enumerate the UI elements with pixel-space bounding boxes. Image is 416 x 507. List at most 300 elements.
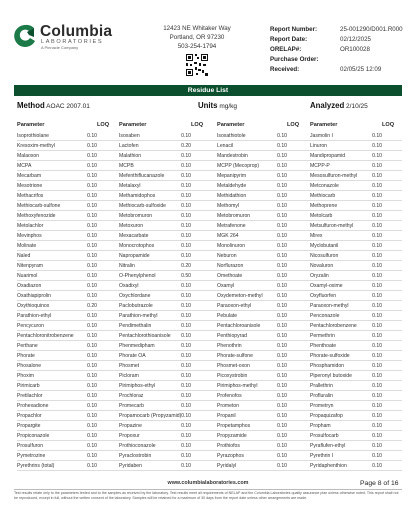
parameter-name: Pyrethrins (total) bbox=[17, 463, 55, 469]
loq-value: 0.10 bbox=[181, 283, 191, 289]
parameter-name: Metrafenone bbox=[217, 223, 246, 229]
parameter-name: Oryzalin bbox=[310, 273, 329, 279]
units-label: Units bbox=[198, 101, 218, 110]
loq-value: 0.10 bbox=[87, 223, 97, 229]
method-line bbox=[17, 100, 402, 112]
parameter-name: Pyraflufen-ethyl bbox=[310, 443, 346, 449]
loq-value: 0.10 bbox=[372, 263, 382, 269]
orelap-number: OR100028 bbox=[340, 46, 370, 53]
analyzed-label: Analyzed bbox=[310, 101, 345, 110]
loq-value: 0.10 bbox=[87, 173, 97, 179]
table-row bbox=[17, 251, 402, 261]
footer-disclaimer: Test results relate only to the parameters tested and to the samples as received by the laboratory. Test results meet all requirements of NELAP and the Columbia Laboratories quality assurance plan unless otherwise noted. This report shall not be reproduced, except in full, without the written consent of the laboratory. Samples will be retained for a maximum of 30 days from the report date unless other arrangements are made. bbox=[14, 491, 399, 500]
parameter-name: Pendimethalin bbox=[119, 323, 152, 329]
table-row bbox=[17, 381, 402, 391]
loq-value: 0.10 bbox=[181, 233, 191, 239]
parameter-name: Mevinphos bbox=[17, 233, 42, 239]
loq-value: 0.10 bbox=[372, 153, 382, 159]
loq-value: 0.20 bbox=[87, 303, 97, 309]
loq-value: 0.10 bbox=[87, 253, 97, 259]
loq-value: 0.10 bbox=[372, 443, 382, 449]
orelap-label: ORELAP#: bbox=[270, 46, 302, 53]
parameter-name: Paraoxon-ethyl bbox=[217, 303, 252, 309]
loq-value: 0.10 bbox=[277, 353, 287, 359]
loq-value: 0.10 bbox=[87, 233, 97, 239]
parameter-name: Norflurazon bbox=[217, 263, 244, 269]
loq-value: 0.10 bbox=[181, 433, 191, 439]
loq-value: 0.10 bbox=[277, 363, 287, 369]
loq-value: 0.20 bbox=[181, 263, 191, 269]
parameter-name: Isoxathiotole bbox=[217, 133, 246, 139]
loq-value: 0.10 bbox=[87, 323, 97, 329]
table-row bbox=[17, 371, 402, 381]
report-date-label: Report Date: bbox=[270, 36, 308, 43]
loq-value: 0.10 bbox=[372, 333, 382, 339]
parameter-name: MCPP (Mecoprop) bbox=[217, 163, 260, 169]
footer-divider bbox=[14, 489, 402, 490]
report-number: 25-001290/D001.R000 bbox=[340, 26, 403, 33]
loq-value: 0.10 bbox=[372, 413, 382, 419]
received-label: Received: bbox=[270, 66, 300, 73]
table-row bbox=[17, 191, 402, 201]
loq-value: 0.10 bbox=[372, 383, 382, 389]
parameter-name: Propetamphos bbox=[217, 423, 251, 429]
column-header-loq: LOQ bbox=[97, 122, 110, 128]
loq-value: 0.10 bbox=[181, 343, 191, 349]
loq-value: 0.10 bbox=[372, 173, 382, 179]
parameter-name: Prohexadione bbox=[17, 403, 49, 409]
parameter-name: Propachlor bbox=[17, 413, 42, 419]
table-row bbox=[17, 321, 402, 331]
loq-value: 0.10 bbox=[277, 133, 287, 139]
parameter-name: Methiocarb-sulfoxide bbox=[119, 203, 166, 209]
loq-value: 0.10 bbox=[372, 343, 382, 349]
parameter-name: Picoxystrobin bbox=[217, 373, 248, 379]
page-number: Page 8 of 16 bbox=[360, 480, 399, 487]
loq-value: 0.10 bbox=[277, 153, 287, 159]
address-line-2: Portland, OR 97230 bbox=[169, 34, 225, 41]
parameter-name: Linuron bbox=[310, 143, 327, 149]
parameter-name: Phorate OA bbox=[119, 353, 146, 359]
company-parent: A Pinnacle Company bbox=[41, 45, 79, 50]
loq-value: 0.10 bbox=[372, 203, 382, 209]
loq-value: 0.10 bbox=[372, 243, 382, 249]
parameter-name: Omethoate bbox=[217, 273, 243, 279]
loq-value: 0.10 bbox=[87, 243, 97, 249]
loq-value: 0.10 bbox=[372, 133, 382, 139]
loq-value: 0.10 bbox=[87, 133, 97, 139]
parameter-name: Pencycuron bbox=[17, 323, 44, 329]
parameter-name: Pentachlorothioanisole bbox=[119, 333, 171, 339]
parameter-name: Mepanipyrim bbox=[217, 173, 247, 179]
loq-value: 0.10 bbox=[277, 143, 287, 149]
loq-value: 0.10 bbox=[372, 193, 382, 199]
parameter-name: Pentachloronitrobenzene bbox=[17, 333, 74, 339]
parameter-name: Propyzamide bbox=[217, 433, 247, 439]
column-header-loq: LOQ bbox=[382, 122, 395, 128]
parameter-name: Profenofos bbox=[217, 393, 242, 399]
loq-value: 0.10 bbox=[181, 393, 191, 399]
table-row bbox=[17, 451, 402, 461]
parameter-name: Metobromuron bbox=[119, 213, 153, 219]
table-row bbox=[17, 351, 402, 361]
table-row bbox=[17, 341, 402, 351]
loq-value: 0.10 bbox=[372, 293, 382, 299]
loq-value: 0.10 bbox=[277, 273, 287, 279]
parameter-name: Propanil bbox=[217, 413, 236, 419]
loq-value: 0.10 bbox=[181, 373, 191, 379]
loq-value: 0.10 bbox=[277, 423, 287, 429]
loq-value: 0.10 bbox=[181, 203, 191, 209]
loq-value: 0.10 bbox=[372, 213, 382, 219]
loq-value: 0.10 bbox=[277, 193, 287, 199]
table-row bbox=[17, 161, 402, 171]
parameter-name: Methidathion bbox=[217, 193, 247, 199]
parameter-name: Pebulate bbox=[217, 313, 238, 319]
parameter-name: Pirimiphos-ethyl bbox=[119, 383, 156, 389]
loq-value: 0.10 bbox=[277, 313, 287, 319]
parameter-name: Phosalone bbox=[17, 363, 42, 369]
loq-value: 0.10 bbox=[372, 463, 382, 469]
table-row bbox=[17, 211, 402, 221]
parameter-name: Methomyl bbox=[217, 203, 240, 209]
phone-number: 503-254-1794 bbox=[177, 43, 217, 50]
loq-value: 0.10 bbox=[87, 423, 97, 429]
table-row bbox=[17, 421, 402, 431]
loq-value: 0.10 bbox=[277, 463, 287, 469]
parameter-name: Oxamyl-oxime bbox=[310, 283, 343, 289]
parameter-name: Penconazole bbox=[310, 313, 340, 319]
parameter-name: Monolinuron bbox=[217, 243, 246, 249]
parameter-name: Metobromuron bbox=[217, 213, 251, 219]
loq-value: 0.10 bbox=[87, 273, 97, 279]
parameter-name: Picloram bbox=[119, 373, 139, 379]
table-row bbox=[17, 221, 402, 231]
table-row bbox=[17, 431, 402, 441]
parameter-name: Piperonyl butoxide bbox=[310, 373, 352, 379]
parameter-name: Monocrotophos bbox=[119, 243, 155, 249]
parameter-name: Pyridalyl bbox=[217, 463, 237, 469]
loq-value: 0.10 bbox=[87, 363, 97, 369]
loq-value: 0.10 bbox=[372, 303, 382, 309]
column-header-parameter: Parameter bbox=[17, 122, 45, 128]
table-row bbox=[17, 261, 402, 271]
loq-value: 0.10 bbox=[87, 313, 97, 319]
loq-value: 0.10 bbox=[277, 233, 287, 239]
parameter-name: Novaluron bbox=[310, 263, 334, 269]
residue-list-banner: Residue List bbox=[14, 85, 402, 96]
parameter-name: Phoxim bbox=[17, 373, 34, 379]
table-row bbox=[17, 301, 402, 311]
parameter-name: Malathion bbox=[119, 153, 142, 159]
parameter-name: Oxadiazon bbox=[17, 283, 42, 289]
loq-value: 0.10 bbox=[372, 253, 382, 259]
table-row bbox=[17, 271, 402, 281]
column-header-parameter: Parameter bbox=[217, 122, 245, 128]
parameter-name: Pirimiphos-methyl bbox=[217, 383, 258, 389]
loq-value: 0.10 bbox=[372, 143, 382, 149]
loq-value: 0.10 bbox=[372, 313, 382, 319]
loq-value: 0.10 bbox=[277, 343, 287, 349]
parameter-name: Permethrin bbox=[310, 333, 335, 339]
parameter-name: Metsulfuron-methyl bbox=[310, 223, 354, 229]
loq-value: 0.10 bbox=[277, 453, 287, 459]
parameter-name: Parathion-methyl bbox=[119, 313, 158, 319]
parameter-name: Phenmedipham bbox=[119, 343, 155, 349]
loq-value: 0.10 bbox=[87, 403, 97, 409]
parameter-name: Propamocarb (Propyzamid) bbox=[119, 413, 182, 419]
parameter-name: MCPA bbox=[17, 163, 32, 169]
parameter-name: Naled bbox=[17, 253, 31, 259]
loq-value: 0.10 bbox=[181, 173, 191, 179]
loq-value: 0.10 bbox=[181, 213, 191, 219]
columbia-logo-icon bbox=[14, 23, 36, 49]
parameter-name: Nicosulfuron bbox=[310, 253, 339, 259]
loq-value: 0.10 bbox=[181, 363, 191, 369]
parameter-name: Molinate bbox=[17, 243, 37, 249]
loq-value: 0.10 bbox=[181, 153, 191, 159]
parameter-name: Pyridaphenthion bbox=[310, 463, 347, 469]
loq-value: 0.10 bbox=[372, 363, 382, 369]
table-header bbox=[17, 121, 402, 130]
parameter-name: Oxathiapiprolin bbox=[17, 293, 51, 299]
loq-value: 0.10 bbox=[277, 203, 287, 209]
loq-value: 0.10 bbox=[372, 283, 382, 289]
parameter-name: Metolachlor bbox=[17, 223, 44, 229]
column-header-parameter: Parameter bbox=[310, 122, 338, 128]
parameter-name: Pretilachlor bbox=[17, 393, 43, 399]
parameter-name: Propaquizafop bbox=[310, 413, 343, 419]
parameter-name: Propiconazole bbox=[17, 433, 50, 439]
parameter-name: Propazine bbox=[119, 423, 142, 429]
table-row bbox=[17, 281, 402, 291]
loq-value: 0.10 bbox=[87, 343, 97, 349]
parameter-name: Metaldehyde bbox=[217, 183, 247, 189]
loq-value: 0.10 bbox=[277, 303, 287, 309]
footer-website[interactable]: www.columbialaboratories.com bbox=[167, 480, 249, 486]
parameter-name: Prosulfuron bbox=[17, 443, 44, 449]
loq-value: 0.10 bbox=[277, 443, 287, 449]
parameter-name: Pentachloroanisole bbox=[217, 323, 261, 329]
parameter-name: Oxadixyl bbox=[119, 283, 139, 289]
loq-value: 0.10 bbox=[277, 293, 287, 299]
parameter-name: Prometon bbox=[217, 403, 240, 409]
loq-value: 0.10 bbox=[87, 463, 97, 469]
method-value: AOAC 2007.01 bbox=[46, 103, 90, 110]
parameter-name: Promecarb bbox=[119, 403, 144, 409]
parameter-name: Paclobutrazole bbox=[119, 303, 153, 309]
loq-value: 0.10 bbox=[181, 243, 191, 249]
loq-value: 0.10 bbox=[372, 323, 382, 329]
parameter-name: Propoxur bbox=[119, 433, 140, 439]
report-date: 02/12/2025 bbox=[340, 36, 371, 43]
parameter-name: Jasmolin I bbox=[310, 133, 333, 139]
loq-value: 0.10 bbox=[87, 203, 97, 209]
parameter-name: Penthiopyrad bbox=[217, 333, 248, 339]
parameter-name: Prochloraz bbox=[119, 393, 144, 399]
parameter-name: Metoxuron bbox=[119, 223, 144, 229]
purchase-order-label: Purchase Order: bbox=[270, 56, 319, 63]
loq-value: 0.10 bbox=[277, 383, 287, 389]
parameter-name: Pirimicarb bbox=[17, 383, 40, 389]
column-header-loq: LOQ bbox=[287, 122, 300, 128]
company-logo bbox=[14, 23, 134, 53]
parameter-name: Prallethrin bbox=[310, 383, 333, 389]
parameter-name: Malaoxon bbox=[17, 153, 40, 159]
parameter-name: Propargite bbox=[17, 423, 41, 429]
loq-value: 0.10 bbox=[277, 333, 287, 339]
parameter-name: Lenacil bbox=[217, 143, 234, 149]
loq-value: 0.10 bbox=[181, 463, 191, 469]
loq-value: 0.10 bbox=[372, 233, 382, 239]
parameter-name: Mandestrobin bbox=[217, 153, 248, 159]
parameter-name: Methamidophos bbox=[119, 193, 156, 199]
loq-value: 0.10 bbox=[87, 373, 97, 379]
parameter-name: Phosphamidon bbox=[310, 363, 344, 369]
parameter-name: Myclobutanil bbox=[310, 243, 339, 249]
table-row bbox=[17, 201, 402, 211]
parameter-name: Pyraclostrobin bbox=[119, 453, 152, 459]
table-row bbox=[17, 131, 402, 141]
parameter-name: Pyrazophos bbox=[217, 453, 244, 459]
parameter-name: Metconazole bbox=[310, 183, 339, 189]
loq-value: 0.10 bbox=[277, 283, 287, 289]
table-row bbox=[17, 151, 402, 161]
parameter-name: Phosmet-oxon bbox=[217, 363, 250, 369]
parameter-name: MCPB bbox=[119, 163, 134, 169]
loq-value: 0.10 bbox=[87, 333, 97, 339]
table-row bbox=[17, 441, 402, 451]
parameter-name: Napropamide bbox=[119, 253, 150, 259]
parameter-name: Pyrethrin I bbox=[310, 453, 334, 459]
parameter-name: Pymetrozine bbox=[17, 453, 46, 459]
table-row bbox=[17, 331, 402, 341]
loq-value: 0.10 bbox=[181, 193, 191, 199]
loq-value: 0.10 bbox=[87, 193, 97, 199]
loq-value: 0.10 bbox=[87, 143, 97, 149]
parameter-name: Propham bbox=[310, 423, 331, 429]
parameter-name: Isoxaben bbox=[119, 133, 140, 139]
loq-value: 0.10 bbox=[181, 183, 191, 189]
parameter-name: Oxyfluorfen bbox=[310, 293, 337, 299]
loq-value: 0.10 bbox=[372, 353, 382, 359]
loq-value: 0.10 bbox=[87, 413, 97, 419]
parameter-name: Profluralin bbox=[310, 393, 333, 399]
loq-value: 0.10 bbox=[181, 133, 191, 139]
parameter-name: Phorate-sulfoxide bbox=[310, 353, 350, 359]
column-header-parameter: Parameter bbox=[119, 122, 147, 128]
parameter-name: MCPP-P bbox=[310, 163, 330, 169]
parameter-name: Prosulfocarb bbox=[310, 433, 339, 439]
method-label: Method bbox=[17, 101, 45, 110]
parameter-name: Methacrifos bbox=[17, 193, 44, 199]
loq-value: 0.10 bbox=[87, 283, 97, 289]
loq-value: 0.10 bbox=[277, 413, 287, 419]
loq-value: 0.10 bbox=[277, 263, 287, 269]
loq-value: 0.10 bbox=[181, 443, 191, 449]
loq-value: 0.10 bbox=[87, 213, 97, 219]
loq-value: 0.10 bbox=[87, 383, 97, 389]
loq-value: 0.10 bbox=[277, 403, 287, 409]
parameter-name: Oxydemeton-methyl bbox=[217, 293, 263, 299]
parameter-name: Nitenpyram bbox=[17, 263, 44, 269]
loq-value: 0.10 bbox=[277, 323, 287, 329]
loq-value: 0.10 bbox=[277, 373, 287, 379]
parameter-name: Prometryn bbox=[310, 403, 334, 409]
loq-value: 0.10 bbox=[277, 183, 287, 189]
table-row bbox=[17, 231, 402, 241]
parameter-name: Phosmet bbox=[119, 363, 140, 369]
parameter-name: Parathion-ethyl bbox=[17, 313, 52, 319]
table-row bbox=[17, 171, 402, 181]
parameter-name: Oxychlordane bbox=[119, 293, 151, 299]
loq-value: 0.10 bbox=[87, 153, 97, 159]
loq-value: 0.20 bbox=[181, 143, 191, 149]
address-line-1: 12423 NE Whitaker Way bbox=[163, 25, 231, 32]
loq-value: 0.10 bbox=[181, 333, 191, 339]
table-row bbox=[17, 141, 402, 151]
parameter-name: Prothiofos bbox=[217, 443, 240, 449]
loq-value: 0.10 bbox=[87, 163, 97, 169]
lab-address bbox=[147, 24, 247, 51]
parameter-name: Mefenthiflucanazole bbox=[119, 173, 165, 179]
parameter-name: Perthane bbox=[17, 343, 38, 349]
loq-value: 0.10 bbox=[181, 403, 191, 409]
parameter-name: Lactofen bbox=[119, 143, 139, 149]
loq-value: 0.10 bbox=[372, 373, 382, 379]
loq-value: 0.10 bbox=[277, 393, 287, 399]
qr-code-icon bbox=[185, 53, 209, 77]
loq-value: 0.10 bbox=[87, 393, 97, 399]
loq-value: 0.10 bbox=[181, 383, 191, 389]
loq-value: 0.10 bbox=[87, 263, 97, 269]
parameter-name: Mecarbam bbox=[17, 173, 42, 179]
loq-value: 0.10 bbox=[372, 453, 382, 459]
parameter-name: Nitralin bbox=[119, 263, 135, 269]
loq-value: 0.10 bbox=[372, 273, 382, 279]
parameter-name: Mesotrione bbox=[17, 183, 43, 189]
table-row bbox=[17, 411, 402, 421]
parameter-name: Phorate bbox=[17, 353, 35, 359]
parameter-name: Oxythioquinox bbox=[17, 303, 50, 309]
loq-value: 0.10 bbox=[372, 403, 382, 409]
loq-value: 0.10 bbox=[87, 443, 97, 449]
parameter-name: Kresoxim-methyl bbox=[17, 143, 55, 149]
table-row bbox=[17, 401, 402, 411]
parameter-name: Methoprene bbox=[310, 203, 338, 209]
parameter-name: Phenthoate bbox=[310, 343, 337, 349]
loq-value: 0.10 bbox=[181, 223, 191, 229]
received-datetime: 02/05/25 12:09 bbox=[340, 66, 382, 73]
parameter-name: Paraoxon-methyl bbox=[310, 303, 349, 309]
parameter-name: Metalaxyl bbox=[119, 183, 141, 189]
loq-value: 0.10 bbox=[277, 243, 287, 249]
loq-value: 0.10 bbox=[277, 213, 287, 219]
loq-value: 0.10 bbox=[372, 163, 382, 169]
parameter-name: Mesosulfuron-methyl bbox=[310, 173, 358, 179]
loq-value: 0.10 bbox=[277, 223, 287, 229]
parameter-name: Nuarimol bbox=[17, 273, 38, 279]
parameter-name: Methiocarb bbox=[310, 193, 336, 199]
loq-value: 0.10 bbox=[181, 353, 191, 359]
loq-value: 0.10 bbox=[181, 313, 191, 319]
parameter-name: Metolcarb bbox=[310, 213, 333, 219]
parameter-name: Methiocarb-sulfone bbox=[17, 203, 61, 209]
parameter-name: Pentachlorobenzene bbox=[310, 323, 357, 329]
column-header-loq: LOQ bbox=[191, 122, 204, 128]
loq-value: 0.10 bbox=[372, 223, 382, 229]
parameter-name: Phenothrin bbox=[217, 343, 242, 349]
